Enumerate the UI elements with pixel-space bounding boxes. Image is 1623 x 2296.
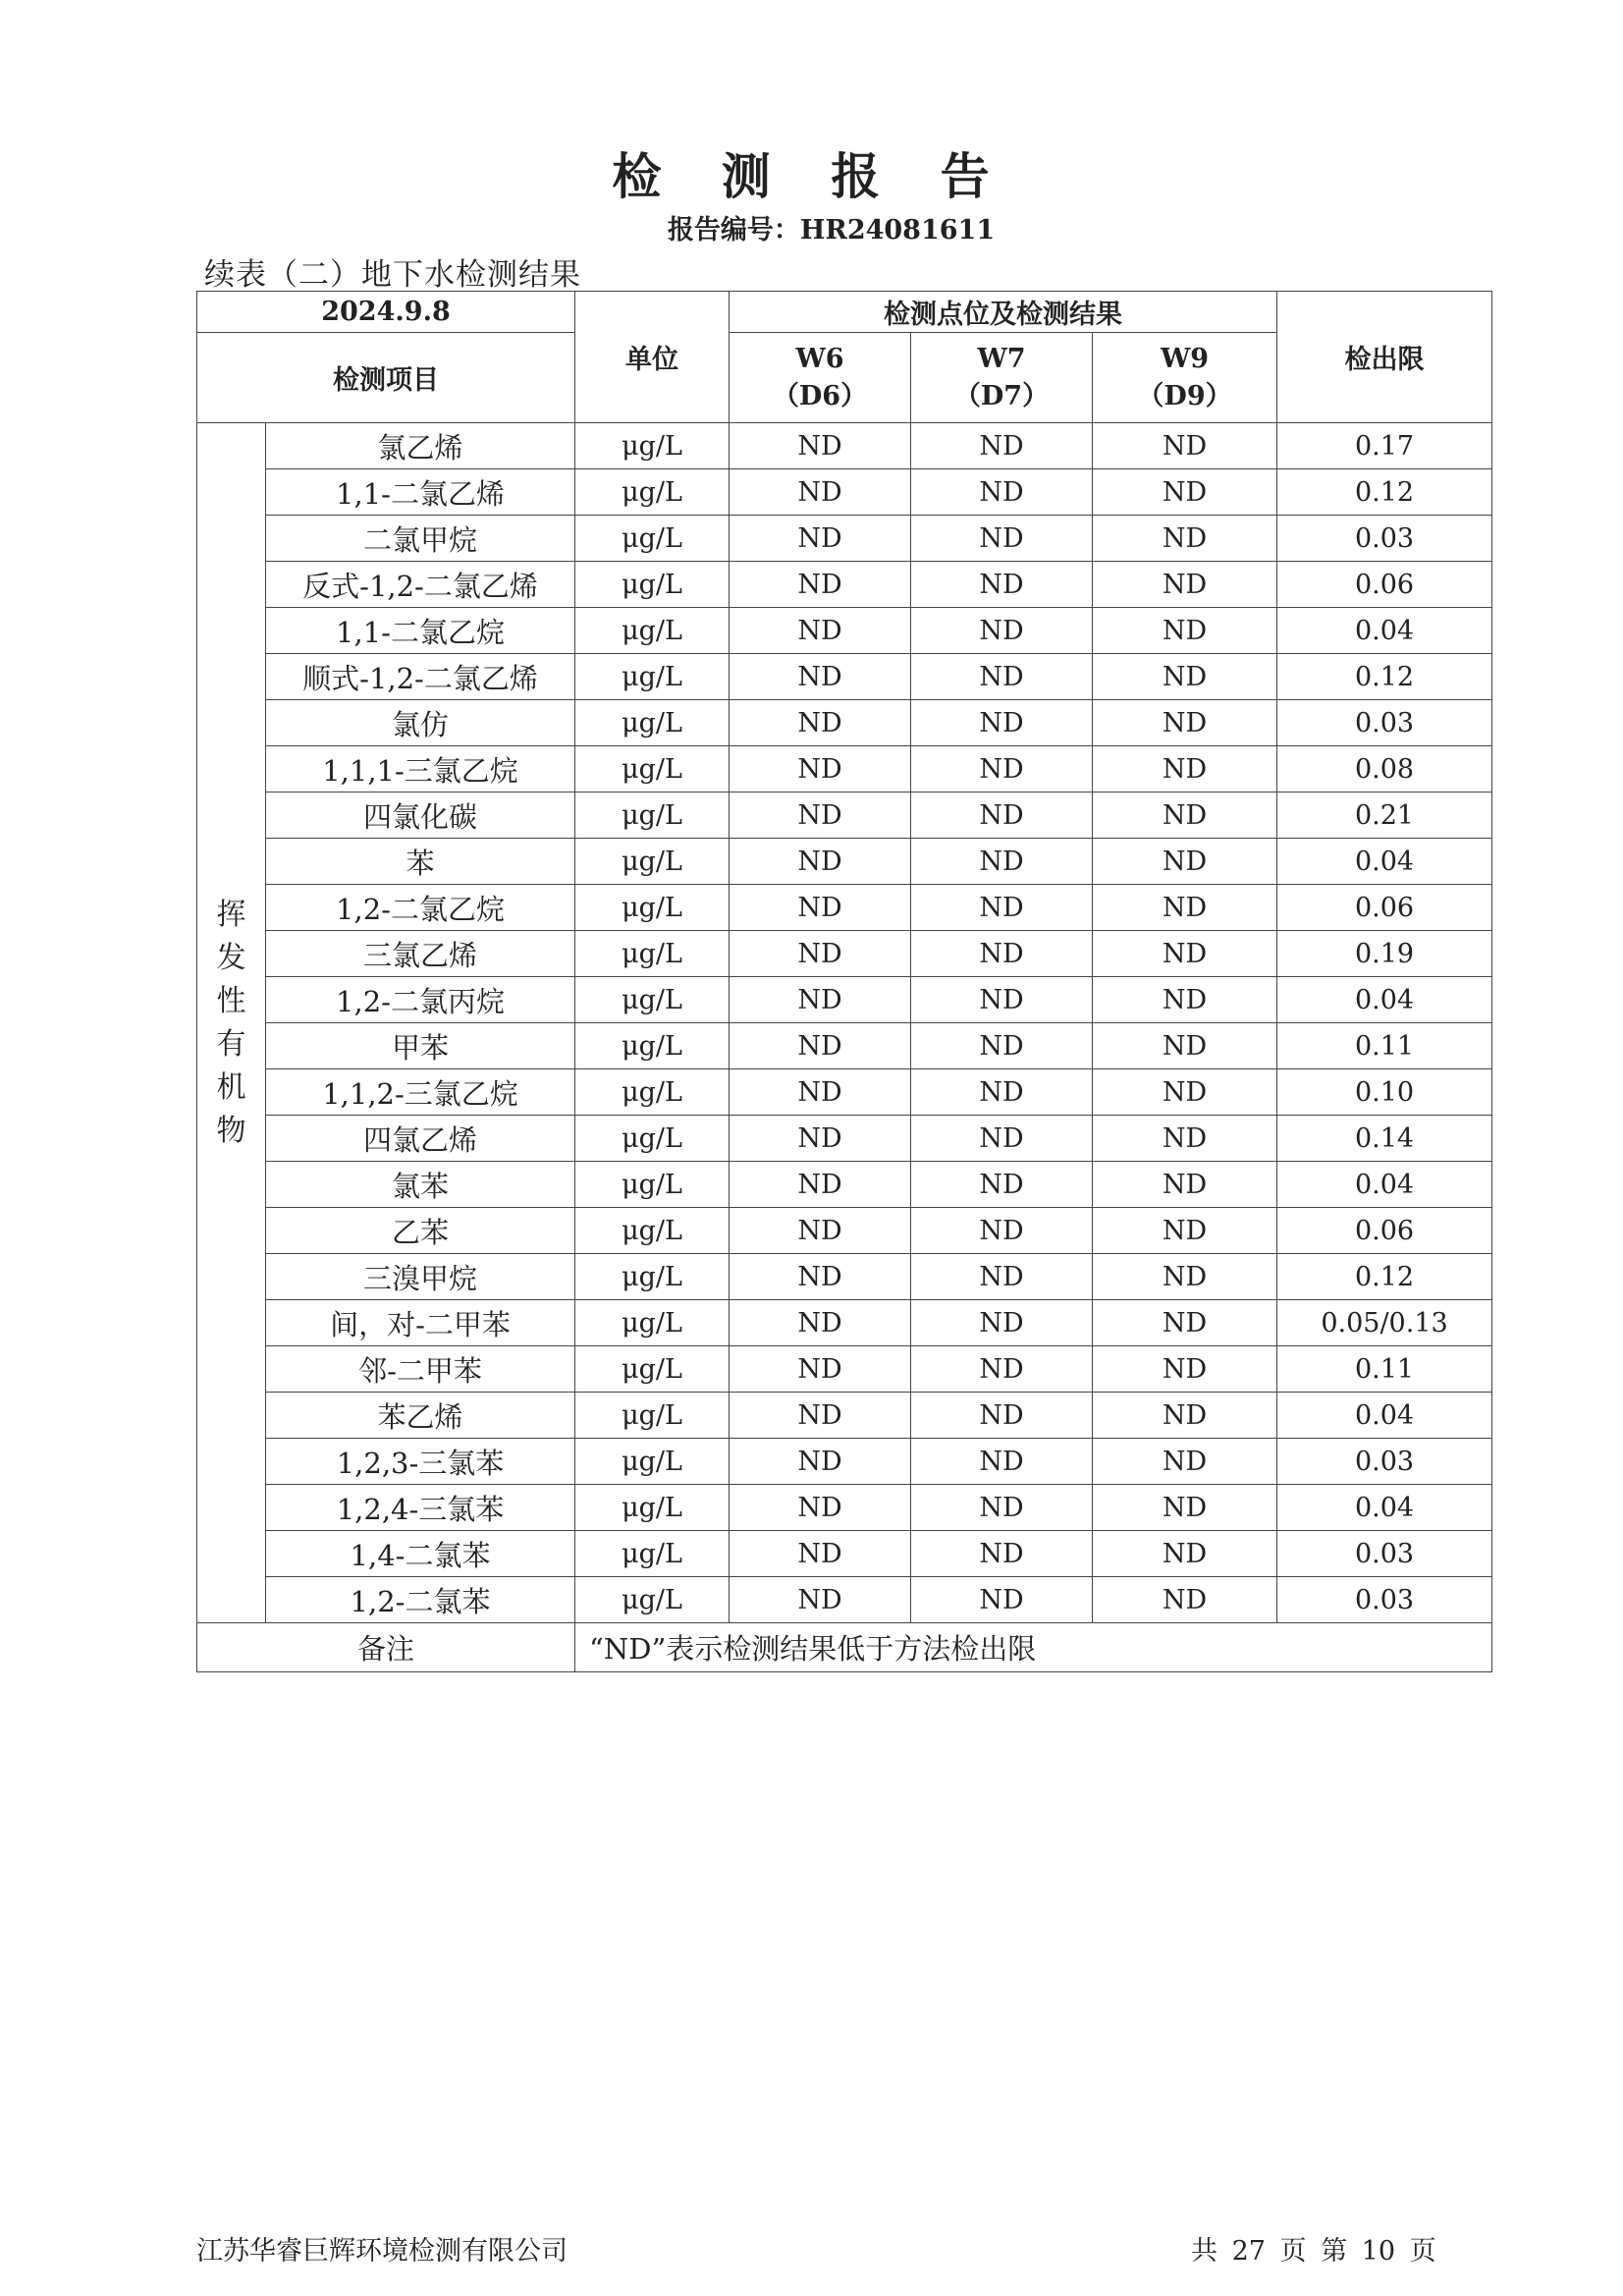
note-text: “ND”表示检测结果低于方法检出限 — [575, 1623, 1492, 1672]
item-cell: 间，对-二甲苯 — [266, 1300, 575, 1346]
unit-cell: μg/L — [575, 1254, 730, 1300]
note-row — [197, 1623, 1492, 1672]
value-cell-w6: ND — [730, 1208, 911, 1254]
point-header-w7 — [911, 333, 1093, 423]
value-cell-w6: ND — [730, 654, 911, 700]
limit-cell: 0.04 — [1277, 839, 1492, 885]
table-caption: 续表（二）地下水检测结果 — [204, 257, 581, 293]
value-cell-w9: ND — [1093, 700, 1277, 746]
value-cell-w6: ND — [730, 1393, 911, 1439]
item-cell: 苯乙烯 — [266, 1393, 575, 1439]
value-cell-w9: ND — [1093, 1300, 1277, 1346]
limit-cell: 0.11 — [1277, 1023, 1492, 1069]
table-row — [197, 423, 1492, 469]
unit-cell: μg/L — [575, 977, 730, 1023]
item-cell: 三氯乙烯 — [266, 931, 575, 977]
value-cell-w7: ND — [911, 793, 1093, 839]
table-row — [197, 1531, 1492, 1577]
value-cell-w6: ND — [730, 1531, 911, 1577]
table-row — [197, 654, 1492, 700]
limit-cell: 0.04 — [1277, 1485, 1492, 1531]
item-cell: 氯乙烯 — [266, 423, 575, 469]
item-cell: 苯 — [266, 839, 575, 885]
item-cell: 1,2-二氯丙烷 — [266, 977, 575, 1023]
category-char: 物 — [216, 1113, 246, 1148]
limit-cell: 0.04 — [1277, 1162, 1492, 1208]
table-row — [197, 1439, 1492, 1485]
value-cell-w9: ND — [1093, 516, 1277, 562]
table-row — [197, 839, 1492, 885]
value-cell-w7: ND — [911, 1577, 1093, 1623]
value-cell-w6: ND — [730, 608, 911, 654]
value-cell-w9: ND — [1093, 469, 1277, 516]
value-cell-w6: ND — [730, 423, 911, 469]
value-cell-w6: ND — [730, 1346, 911, 1393]
item-cell: 乙苯 — [266, 1208, 575, 1254]
unit-cell: μg/L — [575, 700, 730, 746]
item-cell: 反式-1,2-二氯乙烯 — [266, 562, 575, 608]
value-cell-w7: ND — [911, 1254, 1093, 1300]
table-row — [197, 469, 1492, 516]
table-row — [197, 562, 1492, 608]
category-char: 发 — [216, 940, 246, 975]
item-cell: 二氯甲烷 — [266, 516, 575, 562]
category-char: 有 — [216, 1026, 246, 1062]
value-cell-w6: ND — [730, 931, 911, 977]
value-cell-w7: ND — [911, 1069, 1093, 1116]
limit-cell: 0.05/0.13 — [1277, 1300, 1492, 1346]
footer-page-info: 共 27 页 第 10 页 — [1191, 2236, 1436, 2267]
item-cell: 1,2-二氯苯 — [266, 1577, 575, 1623]
value-cell-w6: ND — [730, 839, 911, 885]
limit-cell: 0.12 — [1277, 1254, 1492, 1300]
value-cell-w7: ND — [911, 1023, 1093, 1069]
table-row — [197, 1254, 1492, 1300]
value-cell-w9: ND — [1093, 1577, 1277, 1623]
footer-company: 江苏华睿巨辉环境检测有限公司 — [196, 2236, 568, 2267]
point-sub: （D9） — [1137, 380, 1232, 411]
limit-cell: 0.11 — [1277, 1346, 1492, 1393]
value-cell-w7: ND — [911, 1300, 1093, 1346]
report-title: 检 测 报 告 — [612, 147, 1011, 205]
unit-cell: μg/L — [575, 562, 730, 608]
value-cell-w7: ND — [911, 1346, 1093, 1393]
limit-cell: 0.03 — [1277, 1439, 1492, 1485]
value-cell-w6: ND — [730, 700, 911, 746]
point-sub: （D7） — [953, 380, 1050, 411]
limit-cell: 0.03 — [1277, 1577, 1492, 1623]
value-cell-w7: ND — [911, 516, 1093, 562]
table-row — [197, 1346, 1492, 1393]
value-cell-w9: ND — [1093, 1162, 1277, 1208]
category-char: 性 — [216, 983, 246, 1018]
item-header: 检测项目 — [197, 333, 575, 423]
value-cell-w7: ND — [911, 839, 1093, 885]
value-cell-w6: ND — [730, 1069, 911, 1116]
point-sub: （D6） — [772, 380, 868, 411]
value-cell-w6: ND — [730, 516, 911, 562]
limit-cell: 0.06 — [1277, 562, 1492, 608]
value-cell-w7: ND — [911, 700, 1093, 746]
limit-cell: 0.04 — [1277, 977, 1492, 1023]
unit-cell: μg/L — [575, 654, 730, 700]
unit-cell: μg/L — [575, 1300, 730, 1346]
value-cell-w9: ND — [1093, 1208, 1277, 1254]
limit-cell: 0.06 — [1277, 1208, 1492, 1254]
points-header: 检测点位及检测结果 — [730, 292, 1277, 333]
item-cell: 甲苯 — [266, 1023, 575, 1069]
item-cell: 氯苯 — [266, 1162, 575, 1208]
point-header-w6 — [730, 333, 911, 423]
value-cell-w6: ND — [730, 1485, 911, 1531]
value-cell-w7: ND — [911, 423, 1093, 469]
limit-cell: 0.19 — [1277, 931, 1492, 977]
limit-cell: 0.03 — [1277, 516, 1492, 562]
value-cell-w9: ND — [1093, 1439, 1277, 1485]
item-cell: 1,1-二氯乙烯 — [266, 469, 575, 516]
table-row — [197, 1208, 1492, 1254]
value-cell-w6: ND — [730, 1300, 911, 1346]
table-row — [197, 516, 1492, 562]
table-row — [197, 885, 1492, 931]
value-cell-w6: ND — [730, 1116, 911, 1162]
item-cell: 邻-二甲苯 — [266, 1346, 575, 1393]
value-cell-w7: ND — [911, 931, 1093, 977]
unit-cell: μg/L — [575, 793, 730, 839]
note-label: 备注 — [197, 1623, 575, 1672]
date-cell: 2024.9.8 — [197, 292, 575, 333]
limit-cell: 0.03 — [1277, 1531, 1492, 1577]
limit-cell: 0.14 — [1277, 1116, 1492, 1162]
table-row — [197, 1393, 1492, 1439]
value-cell-w7: ND — [911, 1393, 1093, 1439]
unit-header: 单位 — [575, 292, 730, 423]
value-cell-w9: ND — [1093, 839, 1277, 885]
value-cell-w9: ND — [1093, 931, 1277, 977]
limit-cell: 0.12 — [1277, 654, 1492, 700]
unit-cell: μg/L — [575, 746, 730, 793]
value-cell-w9: ND — [1093, 608, 1277, 654]
table-row — [197, 1485, 1492, 1531]
unit-cell: μg/L — [575, 1577, 730, 1623]
item-cell: 四氯乙烯 — [266, 1116, 575, 1162]
table-row — [197, 746, 1492, 793]
limit-header: 检出限 — [1277, 292, 1492, 423]
table-row — [197, 793, 1492, 839]
value-cell-w6: ND — [730, 469, 911, 516]
table-row — [197, 1162, 1492, 1208]
limit-cell: 0.10 — [1277, 1069, 1492, 1116]
value-cell-w7: ND — [911, 885, 1093, 931]
results-table — [196, 291, 1492, 1672]
unit-cell: μg/L — [575, 1439, 730, 1485]
value-cell-w7: ND — [911, 654, 1093, 700]
limit-cell: 0.17 — [1277, 423, 1492, 469]
point-code: W7 — [977, 343, 1026, 374]
unit-cell: μg/L — [575, 885, 730, 931]
category-char: 挥 — [216, 897, 246, 932]
value-cell-w7: ND — [911, 1439, 1093, 1485]
unit-cell: μg/L — [575, 1116, 730, 1162]
value-cell-w7: ND — [911, 1162, 1093, 1208]
unit-cell: μg/L — [575, 1162, 730, 1208]
value-cell-w6: ND — [730, 1577, 911, 1623]
value-cell-w7: ND — [911, 746, 1093, 793]
limit-cell: 0.06 — [1277, 885, 1492, 931]
item-cell: 1,2-二氯乙烷 — [266, 885, 575, 931]
item-cell: 1,2,4-三氯苯 — [266, 1485, 575, 1531]
table-row — [197, 1069, 1492, 1116]
unit-cell: μg/L — [575, 1023, 730, 1069]
item-cell: 1,2,3-三氯苯 — [266, 1439, 575, 1485]
unit-cell: μg/L — [575, 1393, 730, 1439]
value-cell-w7: ND — [911, 608, 1093, 654]
unit-cell: μg/L — [575, 1208, 730, 1254]
limit-cell: 0.04 — [1277, 1393, 1492, 1439]
value-cell-w7: ND — [911, 562, 1093, 608]
limit-cell: 0.21 — [1277, 793, 1492, 839]
item-cell: 氯仿 — [266, 700, 575, 746]
table-row — [197, 608, 1492, 654]
point-code: W9 — [1160, 343, 1210, 374]
value-cell-w9: ND — [1093, 654, 1277, 700]
value-cell-w6: ND — [730, 746, 911, 793]
value-cell-w9: ND — [1093, 423, 1277, 469]
value-cell-w7: ND — [911, 469, 1093, 516]
table-row — [197, 931, 1492, 977]
table-row — [197, 700, 1492, 746]
value-cell-w9: ND — [1093, 1069, 1277, 1116]
table-row — [197, 1577, 1492, 1623]
item-cell: 1,1,2-三氯乙烷 — [266, 1069, 575, 1116]
unit-cell: μg/L — [575, 1531, 730, 1577]
limit-cell: 0.08 — [1277, 746, 1492, 793]
limit-cell: 0.04 — [1277, 608, 1492, 654]
value-cell-w9: ND — [1093, 1116, 1277, 1162]
value-cell-w9: ND — [1093, 885, 1277, 931]
value-cell-w9: ND — [1093, 793, 1277, 839]
item-cell: 四氯化碳 — [266, 793, 575, 839]
unit-cell: μg/L — [575, 423, 730, 469]
value-cell-w6: ND — [730, 885, 911, 931]
value-cell-w6: ND — [730, 793, 911, 839]
limit-cell: 0.12 — [1277, 469, 1492, 516]
unit-cell: μg/L — [575, 469, 730, 516]
value-cell-w9: ND — [1093, 1485, 1277, 1531]
value-cell-w6: ND — [730, 1162, 911, 1208]
table-row — [197, 1116, 1492, 1162]
point-code: W6 — [795, 343, 844, 374]
value-cell-w9: ND — [1093, 1531, 1277, 1577]
item-cell: 1,1,1-三氯乙烷 — [266, 746, 575, 793]
unit-cell: μg/L — [575, 608, 730, 654]
category-char: 机 — [216, 1069, 246, 1105]
value-cell-w9: ND — [1093, 977, 1277, 1023]
value-cell-w9: ND — [1093, 1254, 1277, 1300]
value-cell-w7: ND — [911, 1116, 1093, 1162]
limit-cell: 0.03 — [1277, 700, 1492, 746]
unit-cell: μg/L — [575, 1346, 730, 1393]
unit-cell: μg/L — [575, 931, 730, 977]
unit-cell: μg/L — [575, 1485, 730, 1531]
value-cell-w6: ND — [730, 977, 911, 1023]
item-cell: 三溴甲烷 — [266, 1254, 575, 1300]
value-cell-w9: ND — [1093, 1393, 1277, 1439]
value-cell-w6: ND — [730, 1023, 911, 1069]
unit-cell: μg/L — [575, 1069, 730, 1116]
value-cell-w6: ND — [730, 562, 911, 608]
item-cell: 1,4-二氯苯 — [266, 1531, 575, 1577]
table-row — [197, 977, 1492, 1023]
table-row — [197, 1300, 1492, 1346]
value-cell-w6: ND — [730, 1439, 911, 1485]
report-number: 报告编号：HR24081611 — [667, 215, 996, 246]
value-cell-w9: ND — [1093, 1023, 1277, 1069]
unit-cell: μg/L — [575, 839, 730, 885]
value-cell-w9: ND — [1093, 1346, 1277, 1393]
value-cell-w7: ND — [911, 1208, 1093, 1254]
value-cell-w9: ND — [1093, 746, 1277, 793]
value-cell-w6: ND — [730, 1254, 911, 1300]
table-row — [197, 1023, 1492, 1069]
item-cell: 顺式-1,2-二氯乙烯 — [266, 654, 575, 700]
point-header-w9 — [1093, 333, 1277, 423]
category-cell — [197, 423, 266, 1623]
unit-cell: μg/L — [575, 516, 730, 562]
value-cell-w7: ND — [911, 977, 1093, 1023]
value-cell-w9: ND — [1093, 562, 1277, 608]
value-cell-w7: ND — [911, 1485, 1093, 1531]
item-cell: 1,1-二氯乙烷 — [266, 608, 575, 654]
value-cell-w7: ND — [911, 1531, 1093, 1577]
